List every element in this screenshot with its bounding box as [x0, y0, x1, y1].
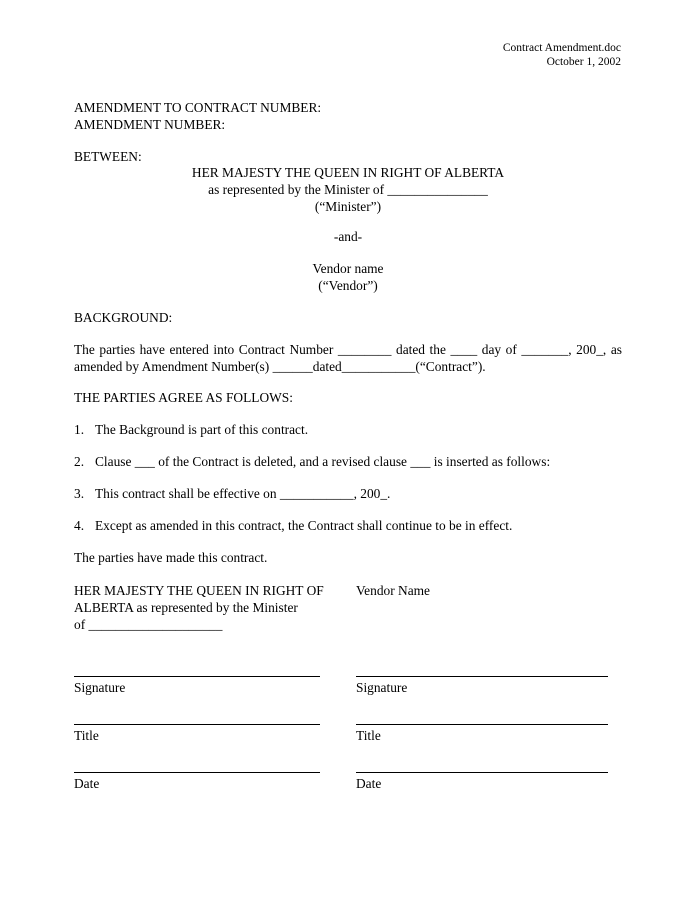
left-date-label: Date [74, 776, 100, 791]
clause-number: 3. [74, 486, 85, 501]
header-date: October 1, 2002 [546, 56, 621, 68]
left-party-block [74, 582, 324, 633]
party2-alias: (“Vendor”) [318, 278, 378, 293]
clause-text: Clause ___ of the Contract is deleted, and a revised clause ___ is inserted as follows: [95, 454, 551, 469]
left-party-line2: ALBERTA as represented by the Minister [74, 600, 298, 615]
right-signature-line[interactable] [356, 676, 608, 677]
party1-alias: (“Minister”) [314, 199, 382, 214]
clause-item [74, 485, 390, 502]
clause-item [74, 421, 308, 438]
right-title-line[interactable] [356, 724, 608, 725]
clause-text: Except as amended in this contract, the Contract shall continue to be in effect. [95, 518, 513, 533]
right-signature-label: Signature [356, 680, 408, 695]
agreement-heading: THE PARTIES AGREE AS FOLLOWS: [74, 390, 293, 405]
left-title-line[interactable] [74, 724, 320, 725]
clause-number: 2. [74, 454, 85, 469]
between-label: BETWEEN: [74, 149, 142, 164]
party2-name: Vendor name [312, 261, 384, 276]
clause-item [74, 453, 550, 470]
amendment-number-label: AMENDMENT NUMBER: [74, 117, 226, 132]
background-paragraph: The parties have entered into Contract Number ________ dated the ____ day of _______, 200_, as amended by Amendment Number(s) ______dated___________(“Contract”). [74, 342, 622, 374]
amendment-title [74, 99, 321, 133]
left-date-line[interactable] [74, 772, 320, 773]
right-date-line[interactable] [356, 772, 608, 773]
clause-number: 4. [74, 518, 85, 533]
clause-text: The Background is part of this contract. [95, 422, 309, 437]
left-party-line1: HER MAJESTY THE QUEEN IN RIGHT OF [74, 583, 324, 598]
left-party-line3: of ____________________ [74, 617, 223, 632]
closing-statement: The parties have made this contract. [74, 550, 268, 565]
clause-number: 1. [74, 422, 85, 437]
party1-name: HER MAJESTY THE QUEEN IN RIGHT OF ALBERTA [191, 165, 505, 180]
party2-block [74, 260, 622, 294]
left-signature-line[interactable] [74, 676, 320, 677]
party1-represented: as represented by the Minister of _______________ [208, 182, 488, 197]
clause-text: This contract shall be effective on ___________, 200_. [95, 486, 391, 501]
right-date-label: Date [356, 776, 382, 791]
party1-block [74, 164, 622, 215]
document-header [503, 41, 621, 69]
header-filename: Contract Amendment.doc [502, 42, 621, 54]
background-heading: BACKGROUND: [74, 310, 173, 325]
contract-number-label: AMENDMENT TO CONTRACT NUMBER: [74, 100, 322, 115]
and-separator: -and- [333, 229, 363, 244]
clause-item [74, 517, 512, 534]
left-signature-label: Signature [74, 680, 126, 695]
right-party-name: Vendor Name [356, 583, 430, 598]
left-title-label: Title [74, 728, 99, 743]
right-title-label: Title [356, 728, 381, 743]
